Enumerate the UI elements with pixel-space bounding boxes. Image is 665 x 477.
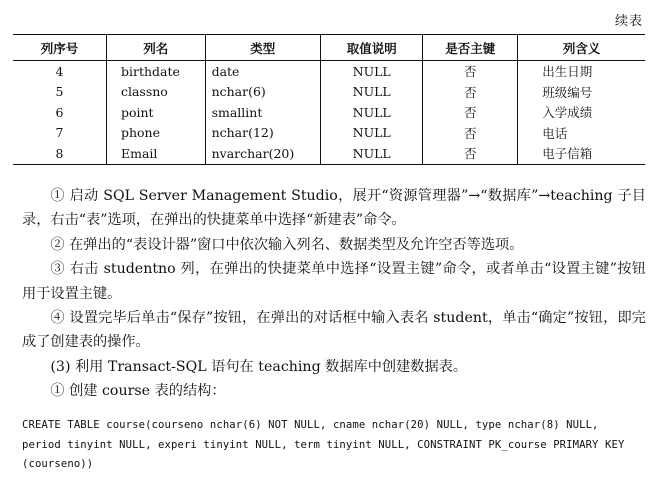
step-paragraph: ④ 设置完毕后单击“保存”按钮，在弹出的对话框中输入表名 student，单击“确定”按钮，即完成了创建表的操作。 xyxy=(22,310,646,351)
header-meaning: 列含义 xyxy=(518,35,645,61)
instruction-text xyxy=(22,184,646,404)
cell-values: NULL xyxy=(321,61,423,82)
cell-number: 7 xyxy=(55,125,64,141)
continued-table-label: 续表 xyxy=(614,14,643,29)
cell-name: birthdate xyxy=(106,61,205,82)
step-paragraph: ③ 右击 studentno 列，在弹出的快捷菜单中选择“设置主键”命令，或者单击“设置主键”按钮用于设置主键。 xyxy=(22,261,646,302)
cell-primary-key: 否 xyxy=(423,82,518,103)
table-row xyxy=(13,102,645,123)
table-row xyxy=(13,143,645,164)
header-values: 取值说明 xyxy=(321,35,423,61)
cell-type: smallint xyxy=(205,102,320,123)
cell-type: nvarchar(20) xyxy=(205,143,320,164)
table-row xyxy=(13,82,645,103)
cell-type: nchar(12) xyxy=(205,123,320,144)
cell-name: phone xyxy=(106,123,205,144)
header-number: 列序号 xyxy=(40,40,79,56)
table-header-row xyxy=(13,35,645,61)
cell-type: date xyxy=(205,61,320,82)
table-row xyxy=(13,123,645,144)
cell-primary-key: 否 xyxy=(423,61,518,82)
header-name: 列名 xyxy=(106,35,205,61)
step-paragraph: ② 在弹出的“表设计器”窗口中依次输入列名、数据类型及允许空否等选项。 xyxy=(50,236,524,253)
cell-meaning: 班级编号 xyxy=(518,82,645,103)
cell-primary-key: 否 xyxy=(423,143,518,164)
header-type: 类型 xyxy=(205,35,320,61)
step-paragraph: ① 创建 course 表的结构： xyxy=(50,383,226,400)
cell-values: NULL xyxy=(321,143,423,164)
column-definition-table xyxy=(13,34,645,165)
table-row xyxy=(13,61,645,82)
cell-meaning: 出生日期 xyxy=(518,61,645,82)
step-paragraph: ① 启动 SQL Server Management Studio，展开“资源管理器”→“数据库”→teaching 子目录，右击“表”选项，在弹出的快捷菜单中选择“新建表”命令。 xyxy=(22,188,646,229)
cell-name: Email xyxy=(106,143,205,164)
cell-primary-key: 否 xyxy=(423,102,518,123)
cell-name: point xyxy=(106,102,205,123)
cell-number: 6 xyxy=(55,104,64,120)
cell-meaning: 电子信箱 xyxy=(518,143,645,164)
sql-code-block: CREATE TABLE course(courseno nchar(6) NOT NULL, cname nchar(20) NULL, type nchar(8) NULL, period tinyint NULL, experi tinyint NULL, term tinyint NULL, CONSTRAINT PK_course PRIMARY KEY (courseno)) xyxy=(22,419,625,470)
cell-type: nchar(6) xyxy=(205,82,320,103)
cell-meaning: 入学成绩 xyxy=(518,102,645,123)
cell-number: 5 xyxy=(55,84,64,100)
cell-primary-key: 否 xyxy=(423,123,518,144)
cell-meaning: 电话 xyxy=(518,123,645,144)
cell-values: NULL xyxy=(321,82,423,103)
cell-number: 4 xyxy=(55,63,64,79)
cell-values: NULL xyxy=(321,102,423,123)
header-primary-key: 是否主键 xyxy=(423,35,518,61)
cell-number: 8 xyxy=(55,145,64,161)
cell-values: NULL xyxy=(321,123,423,144)
cell-name: classno xyxy=(106,82,205,103)
section-paragraph: (3) 利用 Transact-SQL 语句在 teaching 数据库中创建数据表。 xyxy=(50,358,468,375)
